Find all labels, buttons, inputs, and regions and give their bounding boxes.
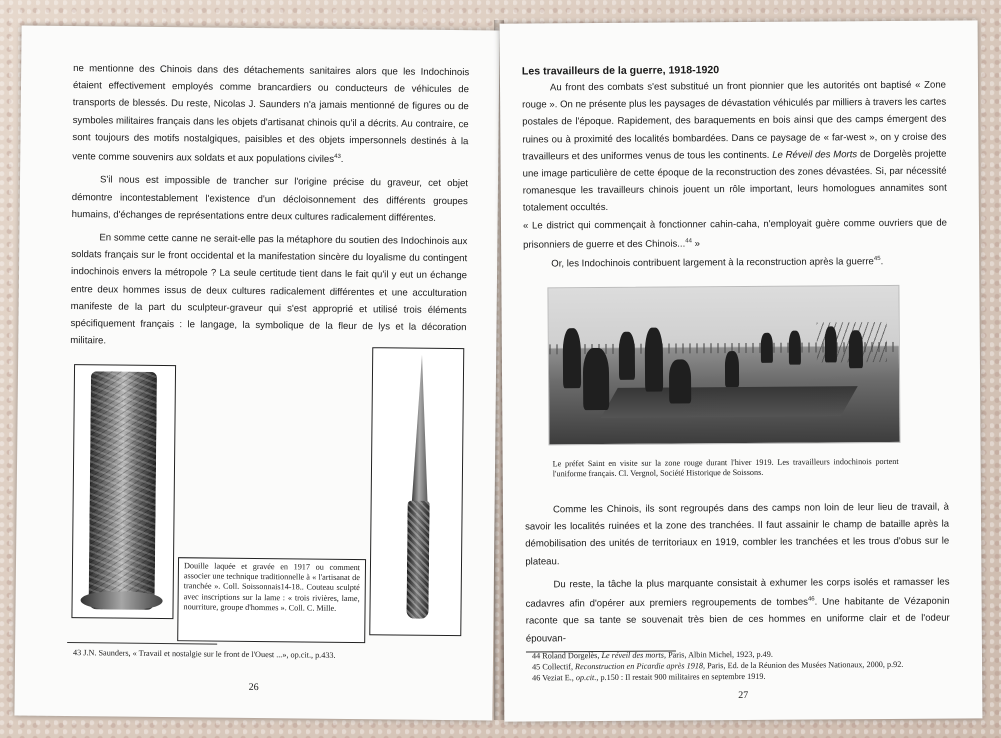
photo-figure (825, 326, 837, 362)
photo-caption: Le préfet Saint en visite sur la zone rouge durant l'hiver 1919. Les travailleurs indochinois portent l'uniforme français. Cl. Vergnol, Société Historique de Soissons. (552, 456, 899, 479)
right-paragraph-4: Du reste, la tâche la plus marquante consistait à exhumer les corps isolés et ramasser les cadavres afin d'opérer aux premiers regroupements de tombes$^{46}$. Une habitante de Vézaponin raconte que sa tante se souvenait très bien de ces hommes en uniforme clair et de l'odeur épouvan- (525, 576, 950, 645)
photo-figure (583, 348, 609, 410)
right-paragraph-2: Or, les Indochinois contribuent largement à la reconstruction après la guerre$^{45}$. (551, 256, 884, 270)
right-quote: « Le district qui commençait à fonctionner cahin-caha, n'employait guère comme ouvriers que de prisonniers de guerre et des Chinois...$^{44}$ » (522, 217, 948, 251)
photo-figure (563, 328, 581, 388)
left-paragraph-3: En somme cette canne ne serait-elle pas la métaphore du soutien des Indochinois aux soldats français sur le front occidental et la manifestation sincère du loyalisme du contingent indochinois envers la métropole ? La seule certitude tient dans le fait qu'il y eut un échange entre deux hommes issus de deux cultures radicalement différentes et une acculturation manifeste de la part du sculpteur-graveur qui s'est approprié et utilisé trois éléments spécifiquement français : le langage, la symbolique de la fleur de lys et la décoration militaire. (70, 232, 468, 347)
right-page-text-bottom (525, 499, 950, 648)
footnote-44: 44 Roland Dorgelès, Le réveil des morts, Paris, Albin Michel, 1923, p.49. (531, 649, 773, 661)
left-page (14, 26, 499, 721)
right-footnotes (532, 649, 952, 684)
right-page-text-top (522, 63, 947, 274)
photo-figure (789, 331, 801, 365)
right-page (500, 20, 983, 721)
footnote-43: 43 J.N. Saunders, « Travail et nostalgie sur le front de l'Ouest ...», op.cit., p.433. (73, 648, 336, 660)
photo-figure (645, 328, 663, 392)
left-page-text (70, 60, 469, 354)
photo-figure (669, 359, 691, 403)
engraved-shell-casing (89, 371, 157, 610)
footnote-45: 45 Collectif, Reconstruction en Picardie après 1918, Paris, Ed. de la Réunion des Musées Nationaux, 2000, p.92. (532, 659, 904, 672)
lacquered-shell-photo (71, 364, 176, 619)
photo-figure (619, 332, 635, 380)
footnote-46: 46 Veziat E., op.cit., p.150 : Il restait 900 militaires en septembre 1919. (532, 671, 766, 683)
red-zone-workers-photo (547, 285, 900, 445)
left-paragraph-2: S'il nous est impossible de trancher sur l'origine précise du graveur, cet objet démontre incontestablement l'existence d'un décloisonnement des différents groupes humains, d'échanges de représentations entre deux cultures radicalement différentes. (71, 174, 469, 224)
knife-handle (406, 501, 429, 619)
page-number-left: 26 (248, 681, 259, 694)
knife-blade (412, 355, 430, 505)
left-paragraph-1: ne mentionne des Chinois dans des détachements sanitaires alors que les Indochinois étaient effectivement employés comme brancardiers ou conducteurs de véhicules de transports de blessés. Du reste, Nicolas J. Saunders n'a jamais mentionné de figures ou de symboles militaires français dans les objets d'artisanat chinois qu'il a décrits. Au contraire, ce sont toujours des motifs nostalgiques, paisibles et des objets impersonnels destinés à la vente comme souvenirs aux soldats et aux populations civiles$^{43}$. (72, 63, 470, 166)
figure-caption-box (177, 557, 366, 643)
right-paragraph-1: Au front des combats s'est substitué un front pionnier que les autorités ont baptisé « Zone rouge ». On ne présente plus les paysages de dévastation véhiculés par milliers à travers les cartes postales de l'époque. Rapidement, des baraquements en bois ainsi que des camps émergent des ruines ou à proximité des localités bombardées. Dans ce paysage de « far-west », on y croise des travailleurs et des uniformes venus de tous les continents. Le Réveil des Morts de Dorgelès projette une image particulière de cette époque de la reconstruction des zones dévastées. Si, par nécessité romanesque les travailleurs chinois jouent un rôle important, leurs homologues annamites sont totalement occultés. (522, 79, 947, 214)
shell-base (81, 591, 163, 610)
page-number-right: 27 (738, 689, 749, 702)
carved-knife-photo (369, 347, 464, 636)
figure-caption: Douille laquée et gravée en 1917 ou comment associer une technique traditionnelle à « l'artisanat de tranchée ». Coll. Soissonnais14-18.. Couteau sculpté avec inscriptions sur la lame : « trois rivières, lame, nourriture, groupe d'hommes ». Coll. C. Mille. (183, 561, 361, 613)
photo-figure (849, 330, 863, 368)
right-paragraph-3: Comme les Chinois, ils sont regroupés dans des camps non loin de leur lieu de travail, à savoir les localités ruinées et la zone des tranchées. Il faut assainir le champ de bataille après la démobilisation des unités de territoriaux en 1919, combler les tranchées et les trous d'obus sur le plateau. (525, 501, 950, 568)
photo-trench (601, 386, 858, 418)
footnote-rule (67, 642, 217, 645)
photo-figure (761, 333, 773, 363)
section-heading: Les travailleurs de la guerre, 1918-1920 (521, 64, 720, 78)
photo-figure (725, 351, 739, 387)
